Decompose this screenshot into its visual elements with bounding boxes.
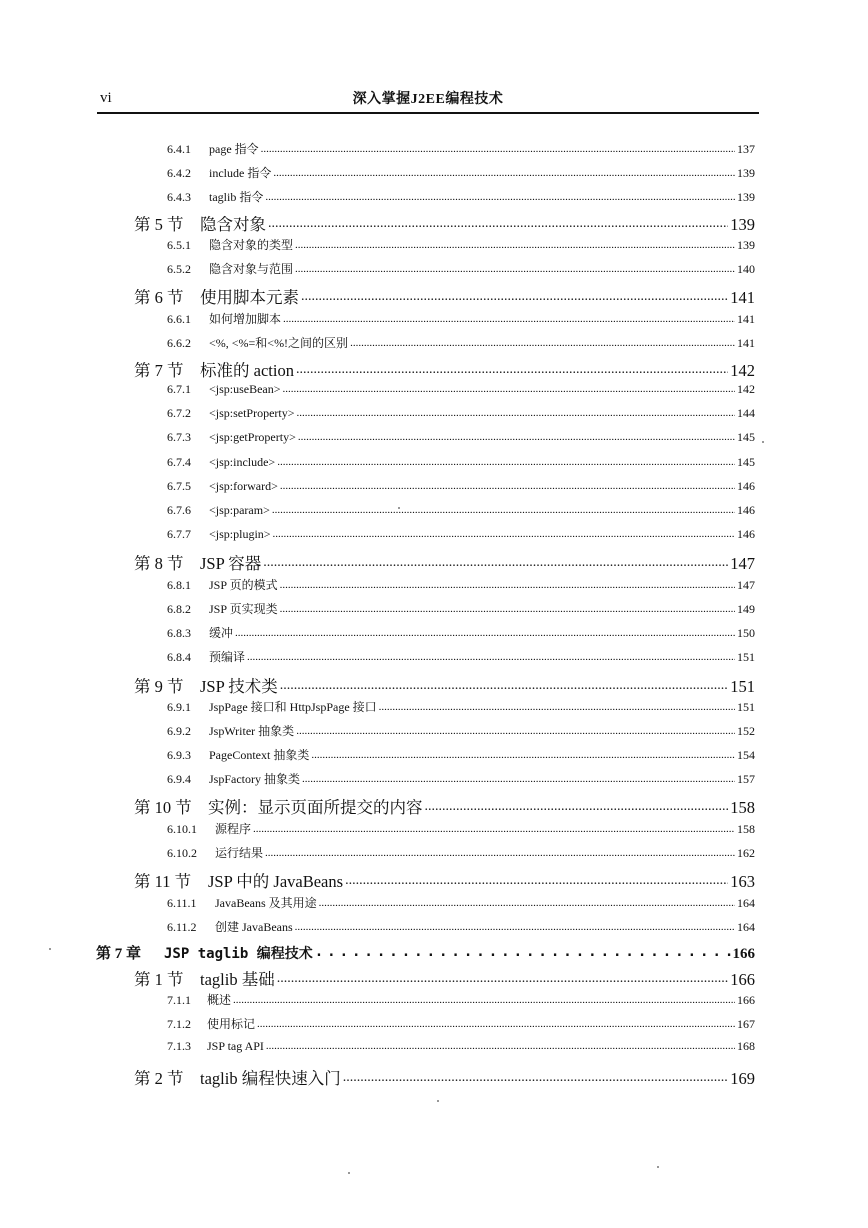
toc-entry-number: 6.7.5 [167,479,191,493]
toc-entry-number: 第 6 节 [134,288,184,307]
toc-entry-page: 166 [730,970,755,989]
toc-entry-page: 157 [737,772,755,786]
toc-entry-number: 6.6.2 [167,336,191,350]
toc-entry-page: 149 [737,602,755,616]
dot-leader [280,602,735,613]
toc-entry-title: 运行结果 [215,846,264,860]
toc-entry-number: 6.10.1 [167,822,197,836]
dot-leader [253,822,735,833]
toc-entry-number: 6.7.1 [167,382,191,396]
toc-entry-sub [167,188,755,208]
toc-entry-title: <jsp:forward> [209,479,278,493]
dot-leader [265,190,735,201]
dot-leader [280,678,728,692]
toc-entry-sub [167,406,755,426]
toc-entry-page: 141 [730,288,755,307]
toc-entry-page: 139 [737,166,755,180]
toc-entry-page: 139 [730,215,755,234]
dot-leader [295,262,735,273]
toc-entry-title: <jsp:getProperty> [209,430,296,444]
toc-entry-number: 7.1.1 [167,993,191,1007]
toc-entry-page: 152 [737,724,755,738]
toc-entry-page: 146 [737,527,755,541]
dot-leader [297,406,735,417]
toc-entry-number: 6.5.2 [167,262,191,276]
toc-entry-title: 标准的 action [200,361,294,380]
toc-entry-page: 169 [730,1069,755,1088]
toc-entry-page: 150 [737,626,755,640]
dot-leader [268,216,728,230]
toc-entry-page: 164 [737,920,755,934]
toc-entry-number: 7.1.2 [167,1017,191,1031]
toc-entry-sub [167,1039,755,1059]
dot-leader [302,772,735,783]
toc-entry-sub [167,844,755,864]
toc-entry-page: 145 [737,430,755,444]
toc-entry-title: 源程序 [215,822,252,836]
toc-entry-title: PageContext 抽象类 [209,748,310,762]
toc-entry-page: 146 [737,479,755,493]
toc-entry-number: 6.7.2 [167,406,191,420]
toc-entry-title: 隐含对象与范围 [209,262,294,276]
toc-entry-title: JSP 技术类 [200,677,278,696]
toc-entry-title: include 指令 [209,166,272,180]
dot-leader [315,944,731,958]
toc-entry-page: 141 [737,336,755,350]
toc-entry-page: 140 [737,262,755,276]
toc-entry-number: 6.7.6 [167,503,191,517]
dot-leader [257,1017,735,1028]
toc-entry-title: <%, <%=和<%!之间的区别 [209,336,349,350]
toc-entry-sub [167,527,755,547]
toc-entry-sec [134,1065,755,1088]
toc-entry-page: 144 [737,406,755,420]
toc-entry-sec [134,794,755,817]
dot-leader [296,724,735,735]
toc-entry-number: 6.6.1 [167,312,191,326]
toc-entry-number: 7.1.3 [167,1039,191,1053]
toc-entry-page: 146 [737,503,755,517]
toc-entry-sub [167,576,755,596]
toc-entry-sub [167,140,755,160]
toc-entry-sub [167,1015,755,1035]
toc-entry-number: 6.9.1 [167,700,191,714]
toc-entry-page: 158 [737,822,755,836]
toc-entry-sub [167,503,755,523]
toc-entry-number: 6.10.2 [167,846,197,860]
toc-entry-page: 154 [737,748,755,762]
toc-entry-title: <jsp:plugin> [209,527,271,541]
toc-entry-sec [134,211,755,234]
toc-entry-number: 第 7 章 [96,946,142,962]
toc-entry-page: 166 [732,946,755,962]
toc-entry-number: 6.9.2 [167,724,191,738]
toc-entry-title: 概述 [207,993,232,1007]
toc-entry-title: <jsp:useBean> [209,382,281,396]
toc-entry-sec [134,966,755,989]
toc-entry-number: 6.7.3 [167,430,191,444]
toc-entry-sub [167,236,755,256]
toc-entry-sub [167,648,755,668]
toc-entry-sub [167,746,755,766]
dot-leader [280,578,735,589]
toc-entry-sec [134,550,755,573]
dot-leader [233,993,735,1004]
dot-leader [235,626,735,637]
toc-entry-sub [167,382,755,402]
toc-entry-title: 实例：显示页面所提交的内容 [208,798,423,817]
toc-entry-page: 166 [737,993,755,1007]
dot-leader [265,846,735,857]
toc-entry-sub [167,770,755,790]
toc-entry-number: 6.4.1 [167,142,191,156]
toc-entry-title: 缓冲 [209,626,234,640]
toc-entry-sub [167,624,755,644]
toc-entry-title: <jsp:setProperty> [209,406,295,420]
toc-entry-number: 第 5 节 [134,215,184,234]
toc-entry-sub [167,991,755,1011]
toc-entry-number: 6.7.4 [167,455,191,469]
scan-speck [348,1172,350,1174]
toc-entry-page: 147 [730,554,755,573]
toc-entry-number: 6.8.3 [167,626,191,640]
toc-entry-sub [167,430,755,450]
dot-leader [345,873,728,887]
toc-entry-page: 151 [730,677,755,696]
toc-entry-sub [167,698,755,718]
toc-entry-sub [167,479,755,499]
toc-entry-title: JavaBeans 及其用途 [215,896,317,910]
toc-entry-page: 162 [737,846,755,860]
toc-entry-title: JspFactory 抽象类 [209,772,300,786]
toc-entry-number: 6.9.3 [167,748,191,762]
toc-entry-title: taglib 指令 [209,190,264,204]
scan-speck [762,441,764,443]
scan-speck [657,1166,659,1168]
dot-leader [298,430,735,441]
dot-leader [247,650,735,661]
toc-entry-page: 139 [737,238,755,252]
toc-entry-title: JSP 页实现类 [209,602,278,616]
toc-entry-number: 6.8.1 [167,578,191,592]
toc-entry-number: 第 2 节 [134,1069,184,1088]
dot-leader [350,336,735,347]
dot-leader [379,700,735,711]
toc-entry-sec [134,284,755,307]
dot-leader [296,362,728,376]
dot-leader [425,799,729,813]
toc-entry-number: 第 9 节 [134,677,184,696]
dot-leader [319,896,735,907]
toc-entry-sub [167,894,755,914]
toc-entry-title: 预编译 [209,650,246,664]
toc-entry-number: 第 1 节 [134,970,184,989]
dot-leader [273,527,735,538]
dot-leader [283,312,735,323]
toc-entry-number: 第 10 节 [134,798,192,817]
toc-entry-sec [134,673,755,696]
toc-entry-title: JSP taglib 编程技术 [164,946,313,962]
toc-entry-sub [167,918,755,938]
toc-entry-page: 145 [737,455,755,469]
toc-entry-sub [167,600,755,620]
dot-leader [280,479,735,490]
toc-entry-title: page 指令 [209,142,259,156]
toc-entry-title: JSP tag API [207,1039,264,1053]
toc-entry-page: 151 [737,650,755,664]
page-number: vi [100,90,112,106]
toc-entry-number: 6.5.1 [167,238,191,252]
toc-entry-number: 6.8.4 [167,650,191,664]
toc-entry-page: 139 [737,190,755,204]
toc-entry-title: 隐含对象 [200,215,266,234]
toc-entry-sub [167,334,755,354]
toc-entry-title: <jsp:param> [209,503,270,517]
toc-entry-title: JSP 页的模式 [209,578,278,592]
dot-leader [295,238,735,249]
scan-speck [49,948,51,950]
toc-entry-number: 第 8 节 [134,554,184,573]
toc-entry-number: 第 11 节 [134,872,192,891]
toc-entry-sub [167,310,755,330]
toc-entry-title: JSP 容器 [200,554,262,573]
toc-entry-page: 142 [737,382,755,396]
toc-entry-number: 6.4.2 [167,166,191,180]
dot-leader [263,555,728,569]
toc-entry-title: <jsp:include> [209,455,276,469]
toc-entry-sub [167,455,755,475]
toc-entry-chap [96,942,755,962]
toc-entry-title: JSP 中的 JavaBeans [208,872,344,891]
toc-entry-title: 如何增加脚本 [209,312,282,326]
dot-leader [343,1070,729,1084]
toc-entry-number: 6.8.2 [167,602,191,616]
dot-leader [277,455,735,466]
toc-entry-number: 6.9.4 [167,772,191,786]
toc-entry-number: 6.11.1 [167,896,197,910]
toc-entry-page: 167 [737,1017,755,1031]
toc-entry-page: 164 [737,896,755,910]
dot-leader [261,142,735,153]
toc-entry-page: 158 [730,798,755,817]
toc-entry-sub [167,164,755,184]
toc-entry-page: 163 [730,872,755,891]
toc-entry-sec [134,357,755,380]
toc-entry-title: taglib 编程快速入门 [200,1069,341,1088]
toc-entry-title: taglib 基础 [200,970,275,989]
dot-leader [273,166,735,177]
dot-leader [272,503,735,514]
toc-entry-title: 创建 JavaBeans [215,920,293,934]
toc-entry-page: 141 [737,312,755,326]
toc-entry-number: 6.4.3 [167,190,191,204]
dot-leader [301,289,728,303]
book-title: 深入掌握J2EE编程技术 [352,92,504,107]
toc-entry-title: 隐含对象的类型 [209,238,294,252]
dot-leader [266,1039,735,1050]
toc-entry-sub [167,820,755,840]
toc-entry-page: 147 [737,578,755,592]
toc-entry-title: 使用脚本元素 [200,288,299,307]
toc-entry-title: JspPage 接口和 HttpJspPage 接口 [209,700,377,714]
toc-entry-page: 168 [737,1039,755,1053]
toc-entry-number: 6.11.2 [167,920,197,934]
toc-entry-page: 137 [737,142,755,156]
dot-leader [277,971,729,985]
toc-entry-page: 142 [730,361,755,380]
toc-entry-title: JspWriter 抽象类 [209,724,295,738]
dot-leader [283,382,735,393]
toc-entry-number: 第 7 节 [134,361,184,380]
toc-entry-number: 6.7.7 [167,527,191,541]
dot-leader [295,920,735,931]
toc-entry-sec [134,868,755,891]
toc-entry-sub [167,722,755,742]
dot-leader [311,748,735,759]
toc-entry-page: 151 [737,700,755,714]
toc-entry-sub [167,260,755,280]
scan-speck [437,1100,439,1102]
toc-entry-title: 使用标记 [207,1017,256,1031]
scan-speck [398,507,400,509]
